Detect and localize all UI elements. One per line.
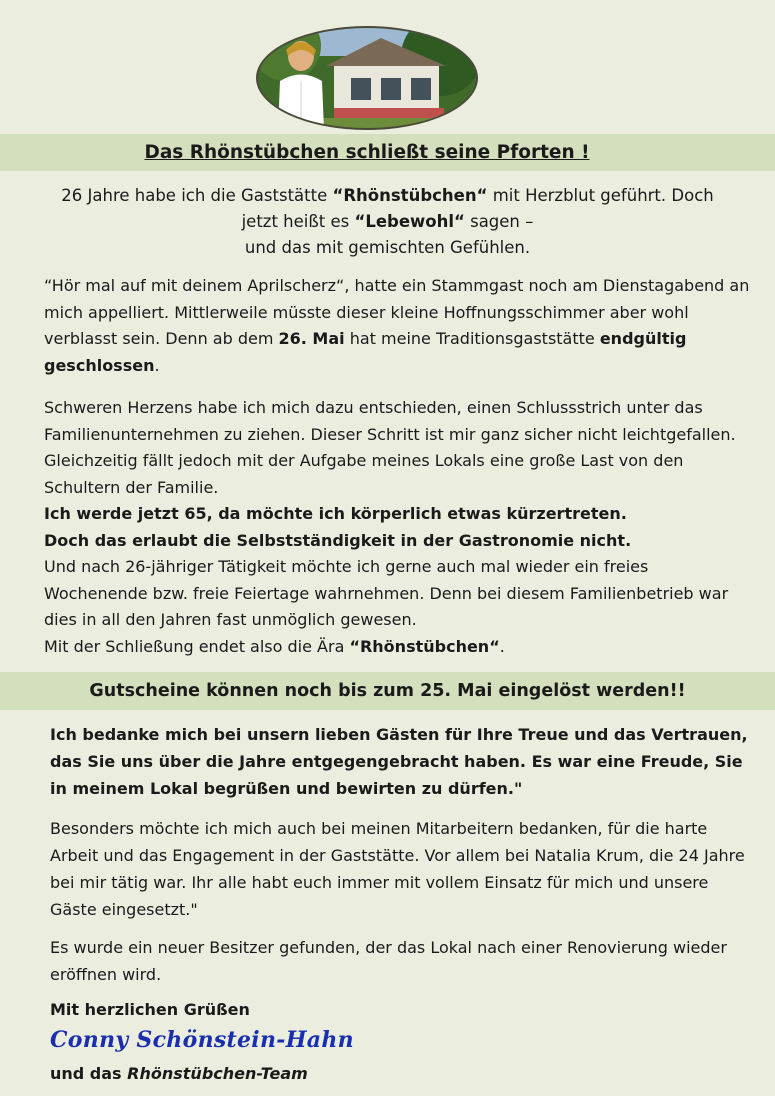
signature: Conny Schönstein-Hahn	[50, 1027, 354, 1053]
greeting: Mit herzlichen Grüßen	[50, 1000, 250, 1019]
thanks-paragraph: Ich bedanke mich bei unsern lieben Gästen für Ihre Treue und das Vertrauen, das Sie uns über die Jahre entgegengebracht haben. Es war eine Freude, Sie in meinem Lokal begrüßen und bewirten zu dürfen."	[50, 725, 748, 798]
staff-paragraph: Besonders möchte ich mich auch bei meinen Mitarbeitern bedanken, für die harte Arbeit und das Engagement in der Gaststätte. Vor allem bei Natalia Krum, die 24 Jahre bei mir tätig war. Ihr alle habt euch immer mit vollem Einsatz für mich und unsere Gäste eingesetzt."	[50, 819, 745, 919]
page-title: Das Rhönstübchen schließt seine Pforten !	[144, 142, 590, 163]
voucher-notice: Gutscheine können noch bis zum 25. Mai eingelöst werden!!	[89, 681, 686, 701]
new-owner-paragraph: Es wurde ein neuer Besitzer gefunden, der das Lokal nach einer Renovierung wieder eröffnen wird.	[50, 938, 727, 984]
paragraph-closing: “Hör mal auf mit deinem Aprilscherz“, hatte ein Stammgast noch am Dienstagabend an mich appelliert. Mittlerweile müsste dieser kleine Hoffnungsschimmer aber wohl verblasst sein. Denn ab dem 26. Mai hat meine Traditionsgaststätte endgültig geschlossen.	[44, 276, 750, 375]
team-signoff: und das Rhönstübchen-Team	[50, 1064, 308, 1083]
intro-text: 26 Jahre habe ich die Gaststätte “Rhönstübchen“ mit Herzblut geführt. Doch jetzt heißt es “Lebewohl“ sagen – und das mit gemischten Gefühlen.	[61, 186, 714, 257]
paragraph-reason: Schweren Herzens habe ich mich dazu entschieden, einen Schlussstrich unter das Familienunternehmen zu ziehen. Dieser Schritt ist mir ganz sicher nicht leichtgefallen. Gleichzeitig fällt jedoch mit der Aufgabe meines Lokals eine große Last von den Schultern der Familie. Ich werde jetzt 65, da möchte ich körperlich etwas kürzertreten. Doch das erlaubt die Selbstständigkeit in der Gastronomie nicht. Und nach 26-jähriger Tätigkeit möchte ich gerne auch mal wieder ein freies Wochenende bzw. freie Feiertage wahrnehmen. Denn bei diesem Familienbetrieb war dies in all den Jahren fast unmöglich gewesen. Mit der Schließung endet also die Ära “Rhönstübchen“.	[44, 398, 736, 656]
restaurant-photo	[256, 26, 478, 130]
